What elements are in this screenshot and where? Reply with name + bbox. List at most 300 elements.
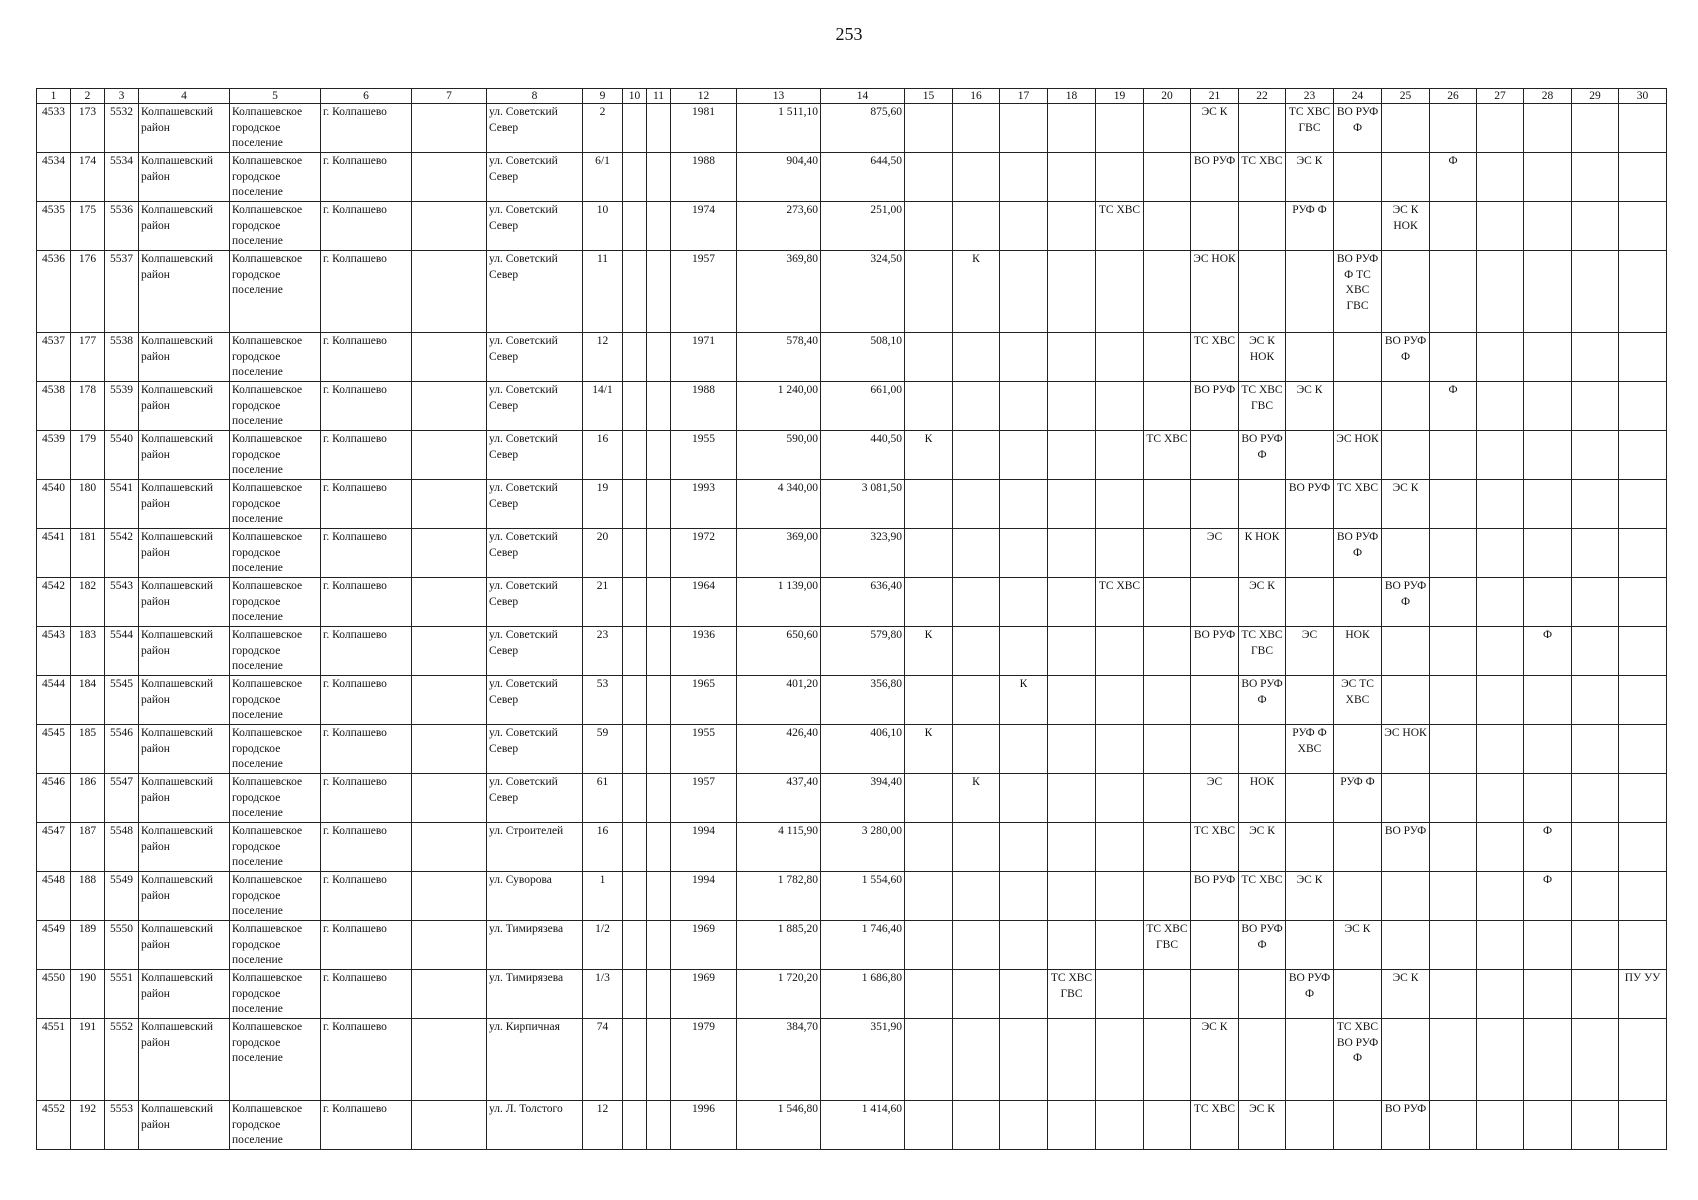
table-cell: 1955 xyxy=(671,431,737,480)
table-row xyxy=(37,578,1667,627)
table-cell: ул. Советский Север xyxy=(487,431,583,480)
page-number: 253 xyxy=(835,24,863,44)
column-header-11: 11 xyxy=(647,89,671,104)
table-cell xyxy=(1096,1101,1144,1150)
table-cell xyxy=(1096,251,1144,333)
table-cell: К xyxy=(953,774,1000,823)
table-cell xyxy=(647,676,671,725)
table-cell: 5547 xyxy=(105,774,139,823)
table-cell: Колпашевское городское поселение xyxy=(230,823,321,872)
table-cell: К xyxy=(905,431,953,480)
table-cell xyxy=(1239,725,1286,774)
column-header-16: 16 xyxy=(953,89,1000,104)
table-cell: ЭС К xyxy=(1286,382,1334,431)
table-cell xyxy=(1477,725,1524,774)
table-cell xyxy=(953,578,1000,627)
table-cell xyxy=(647,333,671,382)
table-cell: 186 xyxy=(71,774,105,823)
table-cell: НОК xyxy=(1239,774,1286,823)
table-cell: ТС ХВС xyxy=(1334,480,1382,529)
table-cell xyxy=(1334,382,1382,431)
table-cell: ТС ХВС xyxy=(1096,578,1144,627)
table-cell xyxy=(905,921,953,970)
table-cell: Колпашевское городское поселение xyxy=(230,529,321,578)
table-cell xyxy=(1619,202,1667,251)
table-cell: Колпашевский район xyxy=(139,676,230,725)
table-cell: 4 115,90 xyxy=(737,823,821,872)
table-cell: Ф xyxy=(1430,382,1477,431)
table-cell xyxy=(1048,251,1096,333)
table-cell: 4547 xyxy=(37,823,71,872)
table-cell xyxy=(1572,676,1619,725)
table-cell xyxy=(1334,823,1382,872)
table-cell: 369,80 xyxy=(737,251,821,333)
column-header-9: 9 xyxy=(583,89,623,104)
table-cell xyxy=(905,578,953,627)
table-cell: 1 139,00 xyxy=(737,578,821,627)
table-cell: Колпашевский район xyxy=(139,382,230,431)
table-cell xyxy=(1524,431,1572,480)
table-cell: ул. Суворова xyxy=(487,872,583,921)
column-header-13: 13 xyxy=(737,89,821,104)
table-cell: 6/1 xyxy=(583,153,623,202)
table-cell: ЭС К xyxy=(1286,153,1334,202)
table-cell: 1 546,80 xyxy=(737,1101,821,1150)
table-cell xyxy=(1572,104,1619,153)
table-cell: 1 686,80 xyxy=(821,970,905,1019)
table-row xyxy=(37,153,1667,202)
table-cell xyxy=(1239,480,1286,529)
table-cell xyxy=(412,1019,487,1101)
table-cell: Колпашевское городское поселение xyxy=(230,872,321,921)
table-cell xyxy=(1524,676,1572,725)
table-cell: г. Колпашево xyxy=(321,251,412,333)
table-cell: 74 xyxy=(583,1019,623,1101)
table-cell: 4551 xyxy=(37,1019,71,1101)
table-cell xyxy=(1382,774,1430,823)
column-header-10: 10 xyxy=(623,89,647,104)
table-cell: 1 240,00 xyxy=(737,382,821,431)
table-cell: г. Колпашево xyxy=(321,970,412,1019)
table-cell: г. Колпашево xyxy=(321,578,412,627)
table-cell: 5534 xyxy=(105,153,139,202)
table-cell: 182 xyxy=(71,578,105,627)
table-cell xyxy=(1286,774,1334,823)
table-cell: 4552 xyxy=(37,1101,71,1150)
table-cell: ВО РУФ Ф xyxy=(1239,431,1286,480)
table-cell: 173 xyxy=(71,104,105,153)
table-cell xyxy=(953,529,1000,578)
table-cell xyxy=(1477,872,1524,921)
table-cell: 351,90 xyxy=(821,1019,905,1101)
table-cell xyxy=(1477,1019,1524,1101)
table-cell xyxy=(412,382,487,431)
table-cell xyxy=(1382,872,1430,921)
table-cell: 4544 xyxy=(37,676,71,725)
table-cell xyxy=(1477,480,1524,529)
table-cell xyxy=(1572,333,1619,382)
table-cell: Колпашевский район xyxy=(139,823,230,872)
table-cell: 1 885,20 xyxy=(737,921,821,970)
table-cell xyxy=(1191,921,1239,970)
table-cell: г. Колпашево xyxy=(321,921,412,970)
table-cell: Колпашевское городское поселение xyxy=(230,104,321,153)
table-cell: 401,20 xyxy=(737,676,821,725)
table-cell xyxy=(1000,921,1048,970)
column-header-7: 7 xyxy=(412,89,487,104)
table-cell xyxy=(1144,1101,1191,1150)
table-cell: К xyxy=(1000,676,1048,725)
table-cell xyxy=(1286,1101,1334,1150)
table-cell xyxy=(1619,529,1667,578)
table-cell xyxy=(1524,774,1572,823)
table-cell: г. Колпашево xyxy=(321,202,412,251)
table-cell xyxy=(1286,921,1334,970)
table-cell: РУФ Ф xyxy=(1334,774,1382,823)
table-cell: Колпашевский район xyxy=(139,1101,230,1150)
table-cell: 5542 xyxy=(105,529,139,578)
table-cell: ТС ХВС xyxy=(1239,153,1286,202)
table-cell xyxy=(1619,921,1667,970)
table-cell xyxy=(1334,970,1382,1019)
table-cell: 1964 xyxy=(671,578,737,627)
table-cell xyxy=(905,872,953,921)
table-row xyxy=(37,823,1667,872)
table-cell: 5537 xyxy=(105,251,139,333)
table-cell xyxy=(1477,251,1524,333)
table-cell xyxy=(1000,970,1048,1019)
table-cell: 191 xyxy=(71,1019,105,1101)
table-cell xyxy=(1430,202,1477,251)
table-cell xyxy=(1096,382,1144,431)
table-cell: г. Колпашево xyxy=(321,1101,412,1150)
table-cell xyxy=(1524,251,1572,333)
table-cell: 1 746,40 xyxy=(821,921,905,970)
table-cell xyxy=(1144,970,1191,1019)
table-cell: Колпашевское городское поселение xyxy=(230,431,321,480)
table-cell xyxy=(1000,251,1048,333)
column-header-8: 8 xyxy=(487,89,583,104)
table-cell xyxy=(647,382,671,431)
table-cell: г. Колпашево xyxy=(321,480,412,529)
table-cell: Колпашевское городское поселение xyxy=(230,921,321,970)
table-cell: ЭС К xyxy=(1239,578,1286,627)
table-cell xyxy=(1000,480,1048,529)
table-cell: Колпашевский район xyxy=(139,153,230,202)
table-cell: 406,10 xyxy=(821,725,905,774)
table-cell: 5551 xyxy=(105,970,139,1019)
table-cell: ЭС К xyxy=(1191,1019,1239,1101)
table-cell: 636,40 xyxy=(821,578,905,627)
table-cell xyxy=(1619,774,1667,823)
table-cell xyxy=(647,153,671,202)
column-header-15: 15 xyxy=(905,89,953,104)
table-cell: 4535 xyxy=(37,202,71,251)
table-cell xyxy=(1524,921,1572,970)
table-row xyxy=(37,382,1667,431)
table-cell: Ф xyxy=(1524,627,1572,676)
table-cell xyxy=(1048,725,1096,774)
table-cell: ВО РУФ xyxy=(1191,382,1239,431)
table-cell: 1981 xyxy=(671,104,737,153)
table-cell: Колпашевский район xyxy=(139,578,230,627)
table-cell: ТС ХВС xyxy=(1239,872,1286,921)
table-cell xyxy=(623,251,647,333)
table-cell xyxy=(1477,676,1524,725)
table-cell xyxy=(1144,153,1191,202)
table-cell xyxy=(1572,774,1619,823)
table-cell: 16 xyxy=(583,431,623,480)
table-cell xyxy=(1286,529,1334,578)
table-cell: ТС ХВС ГВС xyxy=(1286,104,1334,153)
table-row xyxy=(37,627,1667,676)
header-row xyxy=(37,89,1667,104)
table-cell xyxy=(1572,202,1619,251)
table-cell xyxy=(1144,774,1191,823)
table-cell xyxy=(953,921,1000,970)
table-cell xyxy=(1477,104,1524,153)
table-cell xyxy=(1048,578,1096,627)
table-cell xyxy=(1430,774,1477,823)
table-cell: ТС ХВС xyxy=(1144,431,1191,480)
table-cell xyxy=(1144,823,1191,872)
table-cell: 1993 xyxy=(671,480,737,529)
table-cell: 1969 xyxy=(671,970,737,1019)
table-cell xyxy=(1000,823,1048,872)
table-cell: 61 xyxy=(583,774,623,823)
table-row xyxy=(37,480,1667,529)
table-cell: 1 511,10 xyxy=(737,104,821,153)
table-cell: ЭС К xyxy=(1382,480,1430,529)
table-cell xyxy=(1000,774,1048,823)
table-cell: 1994 xyxy=(671,872,737,921)
table-cell: 5546 xyxy=(105,725,139,774)
table-cell: 19 xyxy=(583,480,623,529)
table-cell xyxy=(905,970,953,1019)
table-row xyxy=(37,921,1667,970)
table-cell: г. Колпашево xyxy=(321,725,412,774)
table-cell: 5552 xyxy=(105,1019,139,1101)
table-cell xyxy=(1334,153,1382,202)
table-cell: 5553 xyxy=(105,1101,139,1150)
table-cell xyxy=(1477,921,1524,970)
table-cell xyxy=(1572,480,1619,529)
table-cell xyxy=(1430,251,1477,333)
column-header-21: 21 xyxy=(1191,89,1239,104)
table-cell xyxy=(1239,202,1286,251)
table-cell xyxy=(953,872,1000,921)
table-cell: 578,40 xyxy=(737,333,821,382)
table-cell: Колпашевское городское поселение xyxy=(230,333,321,382)
table-cell xyxy=(1430,1101,1477,1150)
table-cell: 16 xyxy=(583,823,623,872)
table-cell: ул. Тимирязева xyxy=(487,921,583,970)
table-cell xyxy=(1048,431,1096,480)
table-cell xyxy=(953,382,1000,431)
column-header-28: 28 xyxy=(1524,89,1572,104)
table-cell xyxy=(1144,104,1191,153)
table-cell: г. Колпашево xyxy=(321,104,412,153)
table-cell: 190 xyxy=(71,970,105,1019)
table-cell: ул. Советский Север xyxy=(487,725,583,774)
table-cell: 5545 xyxy=(105,676,139,725)
table-cell: 1/3 xyxy=(583,970,623,1019)
table-cell: 394,40 xyxy=(821,774,905,823)
table-cell xyxy=(647,725,671,774)
table-cell: ЭС НОК xyxy=(1191,251,1239,333)
table-cell: ул. Советский Север xyxy=(487,676,583,725)
table-cell xyxy=(1524,104,1572,153)
table-cell: 183 xyxy=(71,627,105,676)
table-cell xyxy=(412,1101,487,1150)
table-cell: 426,40 xyxy=(737,725,821,774)
table-cell: ТС ХВС ГВС xyxy=(1144,921,1191,970)
table-cell xyxy=(412,921,487,970)
table-cell xyxy=(623,970,647,1019)
table-cell: 384,70 xyxy=(737,1019,821,1101)
table-cell: 181 xyxy=(71,529,105,578)
table-cell: 1955 xyxy=(671,725,737,774)
table-cell: 5548 xyxy=(105,823,139,872)
table-cell xyxy=(1144,251,1191,333)
table-cell: 1971 xyxy=(671,333,737,382)
table-cell xyxy=(412,676,487,725)
table-cell: 324,50 xyxy=(821,251,905,333)
table-cell: 1 414,60 xyxy=(821,1101,905,1150)
table-cell: 179 xyxy=(71,431,105,480)
table-cell xyxy=(412,333,487,382)
table-cell xyxy=(1382,529,1430,578)
table-cell xyxy=(412,578,487,627)
table-cell: 273,60 xyxy=(737,202,821,251)
table-cell xyxy=(1382,1019,1430,1101)
table-cell xyxy=(1334,872,1382,921)
table-cell: ул. Кирпичная xyxy=(487,1019,583,1101)
table-cell xyxy=(623,153,647,202)
table-cell xyxy=(647,202,671,251)
table-cell xyxy=(953,1101,1000,1150)
table-cell xyxy=(623,382,647,431)
table-cell xyxy=(1477,153,1524,202)
table-row xyxy=(37,970,1667,1019)
table-cell: ЭС К НОК xyxy=(1239,333,1286,382)
table-cell xyxy=(1144,627,1191,676)
table-cell: ВО РУФ xyxy=(1191,627,1239,676)
table-cell xyxy=(1619,153,1667,202)
table-cell xyxy=(1477,823,1524,872)
table-cell: Ф xyxy=(1524,823,1572,872)
table-cell xyxy=(1048,382,1096,431)
table-cell xyxy=(412,480,487,529)
table-cell xyxy=(647,774,671,823)
table-cell: 650,60 xyxy=(737,627,821,676)
table-cell xyxy=(1286,823,1334,872)
table-cell xyxy=(1382,676,1430,725)
column-header-24: 24 xyxy=(1334,89,1382,104)
table-cell: Колпашевский район xyxy=(139,529,230,578)
table-cell xyxy=(1048,1019,1096,1101)
table-cell xyxy=(1096,676,1144,725)
table-cell xyxy=(1048,333,1096,382)
table-cell: 5541 xyxy=(105,480,139,529)
table-cell: ул. Советский Север xyxy=(487,202,583,251)
table-cell xyxy=(1430,578,1477,627)
table-cell: 12 xyxy=(583,1101,623,1150)
table-cell: 53 xyxy=(583,676,623,725)
table-cell: 174 xyxy=(71,153,105,202)
table-cell: 4533 xyxy=(37,104,71,153)
table-cell: 4536 xyxy=(37,251,71,333)
table-cell xyxy=(1430,1019,1477,1101)
table-cell xyxy=(1382,627,1430,676)
table-cell: г. Колпашево xyxy=(321,774,412,823)
table-cell xyxy=(647,627,671,676)
table-cell: Колпашевское городское поселение xyxy=(230,774,321,823)
table-row xyxy=(37,676,1667,725)
table-cell: 644,50 xyxy=(821,153,905,202)
table-cell xyxy=(1239,1019,1286,1101)
table-cell xyxy=(1191,676,1239,725)
table-cell: 177 xyxy=(71,333,105,382)
table-cell xyxy=(623,431,647,480)
table-cell: 1969 xyxy=(671,921,737,970)
table-cell xyxy=(1430,823,1477,872)
table-cell xyxy=(623,774,647,823)
table-cell xyxy=(1144,872,1191,921)
column-header-26: 26 xyxy=(1430,89,1477,104)
table-cell xyxy=(623,921,647,970)
table-cell xyxy=(1096,921,1144,970)
table-cell: ул. Советский Север xyxy=(487,627,583,676)
table-cell xyxy=(1477,382,1524,431)
table-cell: 178 xyxy=(71,382,105,431)
table-cell xyxy=(953,333,1000,382)
table-cell: 1974 xyxy=(671,202,737,251)
table-cell xyxy=(1334,1101,1382,1150)
table-cell: ВО РУФ Ф xyxy=(1382,578,1430,627)
table-cell: Колпашевское городское поселение xyxy=(230,153,321,202)
table-cell xyxy=(1048,921,1096,970)
table-cell: 185 xyxy=(71,725,105,774)
table-row xyxy=(37,872,1667,921)
table-cell: 1994 xyxy=(671,823,737,872)
table-cell: 5549 xyxy=(105,872,139,921)
table-cell: ЭС К xyxy=(1191,104,1239,153)
table-cell xyxy=(1191,970,1239,1019)
table-cell xyxy=(623,872,647,921)
table-cell: ЭС К xyxy=(1382,970,1430,1019)
table-cell: ул. Советский Север xyxy=(487,529,583,578)
table-cell: ТС ХВС ВО РУФ Ф xyxy=(1334,1019,1382,1101)
table-cell: Колпашевское городское поселение xyxy=(230,676,321,725)
table-cell xyxy=(1048,774,1096,823)
table-cell xyxy=(953,431,1000,480)
table-cell xyxy=(1524,970,1572,1019)
table-cell: 10 xyxy=(583,202,623,251)
table-cell xyxy=(1382,251,1430,333)
table-cell xyxy=(1334,333,1382,382)
table-cell xyxy=(1000,872,1048,921)
table-cell: Колпашевское городское поселение xyxy=(230,627,321,676)
table-cell xyxy=(905,251,953,333)
table-cell: 4548 xyxy=(37,872,71,921)
table-cell: 5543 xyxy=(105,578,139,627)
table-cell: ЭС К xyxy=(1286,872,1334,921)
table-cell xyxy=(1191,725,1239,774)
table-cell xyxy=(412,725,487,774)
table-cell xyxy=(1096,480,1144,529)
table-cell xyxy=(1048,153,1096,202)
